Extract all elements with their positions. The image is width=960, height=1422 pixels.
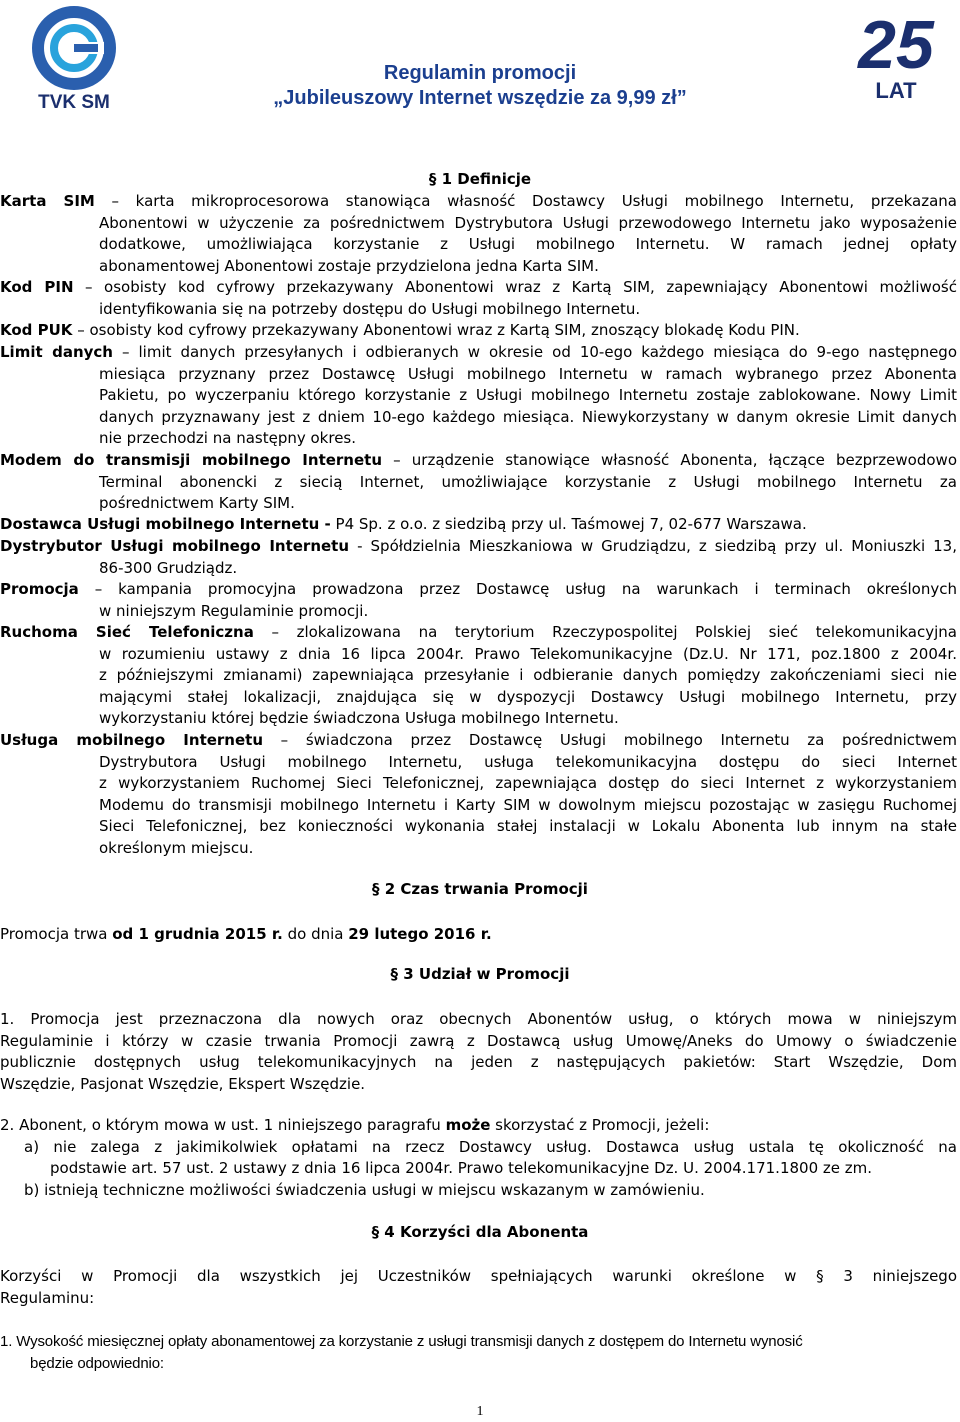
text-bold: może bbox=[445, 1116, 491, 1134]
s3-point-1 bbox=[0, 1009, 957, 1095]
text: 1. Wysokość miesięcznej opłaty abonamentowej za korzystanie z usługi transmisji danych z dostępem do Internetu wynosić bbox=[0, 1333, 803, 1350]
text: danych przyznawany jest z dniem 10-ego każdego miesiąca. Niewykorzystany w danym okresie Limit danych bbox=[99, 407, 957, 426]
text: – zlokalizowana na terytorium Rzeczypospolitej Polskiej sieć telekomunikacyjna bbox=[253, 623, 957, 641]
term: Usługa mobilnego Internetu bbox=[0, 731, 264, 749]
def-usluga bbox=[0, 730, 957, 859]
start-date: od 1 grudnia 2015 r. bbox=[112, 925, 283, 943]
text: 86-300 Grudziądz. bbox=[99, 558, 238, 577]
def-limit-danych bbox=[0, 342, 957, 450]
def-ruchoma-siec bbox=[0, 622, 957, 730]
logo-right-number: 25 bbox=[858, 7, 934, 83]
text: – osobisty kod cyfrowy przekazywany Abonentowi wraz z Kartą SIM, zapewniający Abonentowi możliwość bbox=[73, 278, 957, 296]
term: Modem do transmisji mobilnego Internetu bbox=[0, 451, 383, 469]
text: Sieci Telefonicznej, bez konieczności wykonania stałej instalacji w Lokalu Abonenta lub innym na stałe bbox=[99, 817, 957, 835]
text: Wszędzie, Pasjonat Wszędzie, Ekspert Wszędzie. bbox=[0, 1074, 366, 1093]
text: 1. Promocja jest przeznaczona dla nowych oraz obecnych Abonentów usług, o których mowa w niniejszym bbox=[0, 1010, 957, 1028]
text: w niniejszym Regulaminie promocji. bbox=[99, 601, 369, 620]
text: publicznie dostępnych usług telekomunikacyjnych na jeden z następujących pakietów: Start Wszędzie, Dom bbox=[0, 1053, 957, 1071]
text: w rozumieniu ustawy z dnia 16 lipca 2004r. Prawo Telekomunikacyjne (Dz.U. Nr 171, poz.1800 z 2004r. bbox=[99, 644, 957, 663]
section-2-heading: § 2 Czas trwania Promocji bbox=[372, 880, 588, 898]
text: Korzyści w Promocji dla wszystkich jej Uczestników spełniających warunki określone w § 3 niniejszego bbox=[0, 1267, 957, 1285]
def-kod-pin bbox=[0, 277, 957, 320]
text: Regulaminu: bbox=[0, 1288, 95, 1307]
text: – kampania promocyjna prowadzona przez Dostawcę usług na warunkach i terminach określonych bbox=[78, 580, 957, 598]
promo-period bbox=[0, 924, 957, 946]
text: do dnia bbox=[282, 925, 349, 943]
s3-point-2 bbox=[0, 1115, 957, 1201]
text: pośrednictwem Karty SIM. bbox=[99, 494, 295, 512]
text: – świadczona przez Dostawcę Usługi mobilnego Internetu za pośrednictwem bbox=[263, 731, 957, 749]
def-dystrybutor bbox=[0, 536, 957, 579]
text: Pakietu, po wyczerpaniu którego korzystanie z Usługi mobilnego Internetu zostaje zablokowane. Nowy Limit bbox=[99, 386, 957, 404]
term: Kod PIN bbox=[0, 278, 74, 296]
text: – urządzenie stanowiące własność Abonenta, łączące bezprzewodowo bbox=[382, 451, 957, 469]
section-3-heading: § 3 Udział w Promocji bbox=[390, 965, 570, 983]
text: identyfikowania się na potrzeby dostępu do Usługi mobilnego Internetu. bbox=[99, 299, 641, 318]
doc-title: Regulamin promocji bbox=[383, 62, 577, 84]
term: Ruchoma Sieć Telefoniczna bbox=[0, 623, 254, 641]
term: Kod PUK bbox=[0, 321, 73, 339]
s4-intro bbox=[0, 1266, 957, 1309]
text: Modemu do transmisji mobilnego Internetu i Karty SIM w dowolnym miejscu pozostając w zasięgu Ruchomej bbox=[99, 795, 957, 814]
text: Regulaminie i którzy w czasie trwania Promocji zawrą z Dostawcą usług Umowę/Aneks do Umowy o świadczenie bbox=[0, 1031, 957, 1050]
end-date: 29 lutego 2016 r. bbox=[348, 925, 492, 943]
text: Promocja trwa bbox=[0, 925, 113, 943]
text: określonym miejscu. bbox=[99, 838, 254, 857]
text: mającymi stałej lokalizacji, znajdująca się w dyspozycji Dostawcy Usługi mobilnego Internetu, przy bbox=[99, 687, 957, 706]
def-modem bbox=[0, 450, 957, 515]
section-4-heading: § 4 Korzyści dla Abonenta bbox=[371, 1223, 589, 1241]
def-dostawca bbox=[0, 514, 957, 536]
item-a-cont: podstawie art. 57 ust. 2 ustawy z dnia 16 lipca 2004r. Prawo telekomunikacyjne Dz. U. 2004.171.1800 ze zm. bbox=[50, 1159, 873, 1177]
section-1-heading: § 1 Definicje bbox=[428, 170, 532, 188]
term: Karta SIM bbox=[0, 192, 95, 210]
text: – karta mikroprocesorowa stanowiąca własność Dostawcy Usługi mobilnego Internetu, przekazana bbox=[94, 192, 957, 210]
text: z późniejszymi zmianami) zapewniająca przesyłanie i odbieranie danych pomiędzy zakończeniami sieci nie bbox=[99, 666, 957, 684]
term: Promocja bbox=[0, 580, 79, 598]
text: z wykorzystaniem Ruchomej Sieci Telefonicznej, zapewniająca dostęp do sieci Internet z wykorzystaniem bbox=[99, 774, 957, 792]
text: nie przechodzi na następny okres. bbox=[99, 429, 356, 447]
text: będzie odpowiednio: bbox=[30, 1354, 164, 1372]
text: P4 Sp. z o.o. z siedzibą przy ul. Taśmowej 7, 02-677 Warszawa. bbox=[330, 515, 807, 533]
text: skorzystać z Promocji, jeżeli: bbox=[490, 1116, 710, 1134]
s4-point-1 bbox=[0, 1331, 957, 1374]
text: Dystrybutora Usługi mobilnego Internetu, usługa telekomunikacyjna dostępu do sieci Internet bbox=[99, 752, 957, 771]
text: 2. Abonent, o którym mowa w ust. 1 niniejszego paragrafu bbox=[0, 1116, 446, 1134]
def-promocja bbox=[0, 579, 957, 622]
text: – osobisty kod cyfrowy przekazywany Abonentowi wraz z Kartą SIM, znoszący blokadę Kodu PIN. bbox=[72, 321, 800, 339]
text: miesiąca przyznany przez Dostawcę Usługi mobilnego Internetu w ramach wybranego przez Abonenta bbox=[99, 364, 957, 383]
def-kod-puk bbox=[0, 320, 957, 342]
doc-subtitle: „Jubileuszowy Internet wszędzie za 9,99 zł” bbox=[273, 87, 687, 109]
page-number: 1 bbox=[476, 1404, 484, 1419]
text: abonamentowej Abonentowi zostaje przydzielona jedna Karta SIM. bbox=[99, 256, 599, 275]
term: Dystrybutor Usługi mobilnego Internetu bbox=[0, 537, 350, 555]
text: wykorzystaniu której będzie świadczona Usługa mobilnego Internetu. bbox=[99, 709, 619, 727]
text: Abonentowi w użyczenie za pośrednictwem Dystrybutora Usługi przewodowego Internetu jako wyposażenie bbox=[99, 213, 957, 232]
logo-left-text: TVK SM bbox=[38, 92, 110, 112]
term: Dostawca Usługi mobilnego Internetu - bbox=[0, 515, 331, 533]
def-karta-sim bbox=[0, 191, 957, 277]
text: - Spółdzielnia Mieszkaniowa w Grudziądzu, z siedzibą przy ul. Moniuszki 13, bbox=[349, 537, 957, 555]
text: Terminal abonencki z siecią Internet, umożliwiające korzystanie z Usługi mobilnego Internetu za bbox=[99, 472, 957, 491]
item-a: a) nie zalega z jakimikolwiek opłatami na rzecz Dostawcy usług. Dostawca usług ustala tę okoliczność na bbox=[24, 1137, 957, 1156]
text: dodatkowe, umożliwiająca korzystanie z Usługi mobilnego Internetu. W ramach jednej opłaty bbox=[99, 235, 957, 253]
text: – limit danych przesyłanych i odbieranych w okresie od 10-ego każdego miesiąca do 9-ego następnego bbox=[113, 343, 958, 361]
term: Limit danych bbox=[0, 343, 113, 361]
item-b: b) istnieją techniczne możliwości świadczenia usługi w miejscu wskazanym w zamówieniu. bbox=[24, 1180, 705, 1199]
logo-right-text: LAT bbox=[875, 78, 917, 103]
